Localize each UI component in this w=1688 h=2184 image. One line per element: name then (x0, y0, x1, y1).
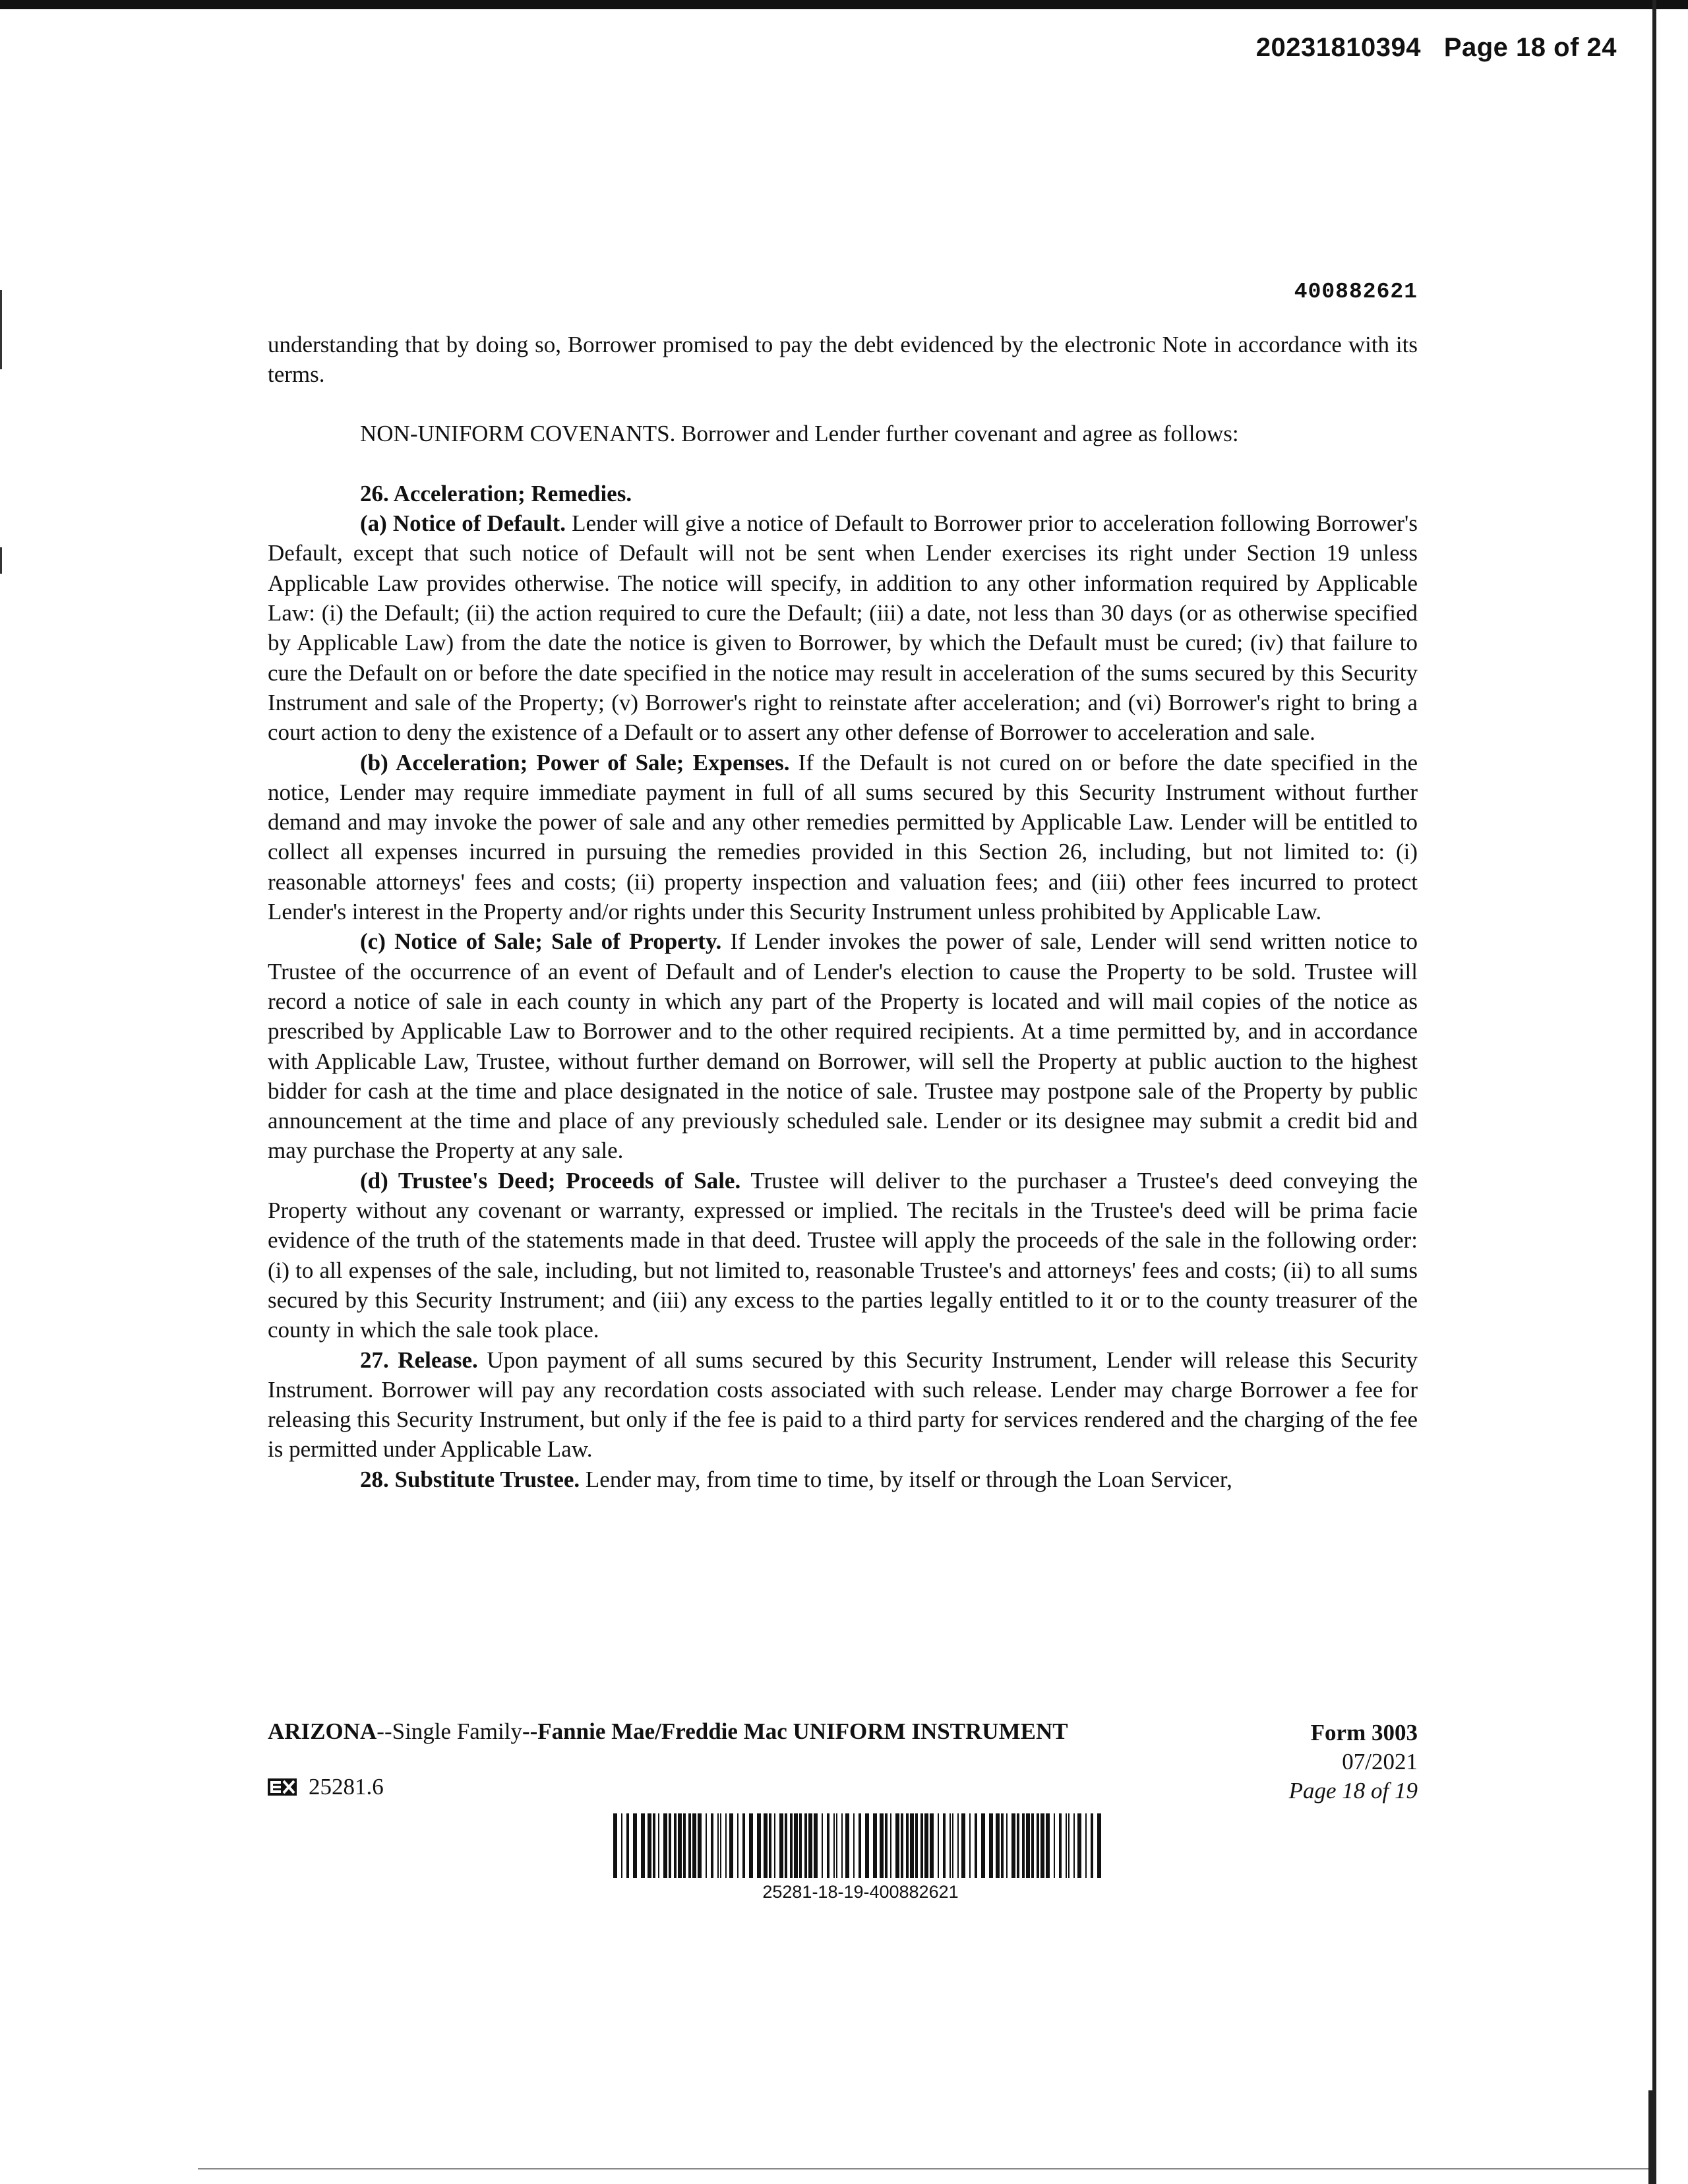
non-uniform-covenants: NON-UNIFORM COVENANTS. Borrower and Lender further covenant and agree as follows: (360, 420, 1239, 446)
section-27-heading: 27. Release. (360, 1347, 478, 1373)
barcode-bar (698, 1813, 702, 1878)
form-number: Form 3003 (1310, 1720, 1418, 1745)
barcode-bar (804, 1813, 807, 1878)
form-page: Page 18 of 19 (1288, 1778, 1418, 1804)
document-body (268, 330, 1418, 1494)
intro-paragraph: understanding that by doing so, Borrower promised to pay the debt evidenced by the electronic Note in accordance with its terms. (268, 332, 1418, 388)
barcode-bar (692, 1813, 696, 1878)
barcode-bar (873, 1813, 877, 1878)
barcode-bar (895, 1813, 899, 1878)
scan-top-edge (0, 0, 1688, 9)
section-26d (268, 1166, 1418, 1345)
barcode-bar (1073, 1813, 1075, 1878)
barcode-bar (827, 1813, 829, 1878)
barcode-bar (920, 1813, 923, 1878)
barcode-bar (678, 1813, 682, 1878)
barcode-bar (1037, 1813, 1039, 1878)
barcode-bar (711, 1813, 713, 1878)
barcode-bar (794, 1813, 798, 1878)
barcode-bar (836, 1813, 837, 1878)
section-26c-heading: (c) Notice of Sale; Sale of Property. (360, 928, 722, 955)
barcode-bar (1059, 1813, 1062, 1878)
barcode-bar (841, 1813, 843, 1878)
barcode-bar (1097, 1813, 1101, 1878)
barcode-bar (957, 1813, 959, 1878)
barcode-bar (1054, 1813, 1055, 1878)
barcode-bar (725, 1813, 727, 1878)
section-27-text: Upon payment of all sums secured by this Security Instrument, Lender will release this Security Instrument. Borrower will pay any recordation costs associated with such release. Lender may charge Borrower a fee for releasing this Security Instrument, but only if the fee is paid to a third party for services rendered and the charging of the fee is permitted under Applicable Law. (268, 1347, 1418, 1463)
barcode-bar (658, 1813, 659, 1878)
barcode-bar (653, 1813, 655, 1878)
barcode-bar (769, 1813, 771, 1878)
barcode-bar (814, 1813, 818, 1878)
barcode-bar (1066, 1813, 1067, 1878)
form-title (268, 1718, 1068, 1745)
section-27 (268, 1345, 1418, 1465)
barcode-bar (764, 1813, 768, 1878)
barcode-bar (1068, 1813, 1070, 1878)
barcode-bar (950, 1813, 951, 1878)
barcode-bar (943, 1813, 946, 1878)
barcode-bar (737, 1813, 738, 1878)
section-26a-heading: (a) Notice of Default. (360, 510, 566, 537)
barcode-bar (1040, 1813, 1044, 1878)
barcode-bar (1011, 1813, 1015, 1878)
section-28 (268, 1465, 1418, 1494)
barcode-bar (1085, 1813, 1087, 1878)
barcode-bar (822, 1813, 823, 1878)
barcode-bar (981, 1813, 985, 1878)
barcode-bar (1017, 1813, 1019, 1878)
barcode-bar (930, 1813, 934, 1878)
barcode-bar (1001, 1813, 1004, 1878)
section-26d-text: Trustee will deliver to the purchaser a Trustee's deed conveying the Property without any covenant or warranty, expressed or implied. The recitals in the Trustee's deed will be prima facie evidence of the truth of the statements made in that deed. Trustee will apply the proceeds of the sale in the following order: (i) to all expenses of the sale, including, but not limited to, reasonable Trustee's and attorneys' fees and costs; (ii) to all sums secured by this Security Instrument; and (iii) any excess to the parties legally entitled to it or to the county treasurer of the county in which the sale took place. (268, 1167, 1418, 1343)
loan-number: 400882621 (1294, 280, 1418, 304)
barcode-bar (633, 1813, 637, 1878)
barcode-bar (790, 1813, 793, 1878)
scan-left-mark (0, 547, 2, 574)
barcode (613, 1813, 1108, 1878)
section-26b-heading: (b) Acceleration; Power of Sale; Expenses. (360, 749, 790, 775)
barcode-bar (969, 1813, 971, 1878)
form-sep-1: -- (377, 1718, 392, 1744)
barcode-bar (865, 1813, 869, 1878)
barcode-bar (749, 1813, 753, 1878)
section-26c-text: If Lender invokes the power of sale, Lender will send written notice to Trustee of the occurrence of an event of Default and of Lender's election to cause the Property to be sold. Trustee will record a notice of sale in each county in which any part of the Property is located and will mail copies of the notice as prescribed by Applicable Law to Borrower and to the other required recipients. At a time permitted by, and in accordance with Applicable Law, Trustee, without further demand on Borrower, will sell the Property at public auction to the highest bidder for cash at the time and place designated in the notice of sale. Trustee may postpone sale of the Property by public announcement at the time and place of any previously scheduled sale. Lender or its designee may submit a credit bid and may purchase the Property at any sale. (268, 928, 1418, 1164)
barcode-bar (880, 1813, 884, 1878)
form-sep-2: -- (522, 1718, 538, 1744)
barcode-bar (915, 1813, 918, 1878)
section-26c (268, 926, 1418, 1165)
barcode-bar (757, 1813, 761, 1878)
ex-logo-icon (268, 1778, 297, 1796)
barcode-bar (1091, 1813, 1093, 1878)
barcode-bar (621, 1813, 622, 1878)
barcode-bar (890, 1813, 891, 1878)
barcode-bar (1006, 1813, 1008, 1878)
barcode-bar (833, 1813, 835, 1878)
barcode-bar (885, 1813, 888, 1878)
barcode-bar (779, 1813, 783, 1878)
barcode-bar (1031, 1813, 1034, 1878)
section-26-heading: 26. Acceleration; Remedies. (360, 480, 632, 506)
scan-bottom-edge (198, 2168, 1648, 2169)
barcode-bar (626, 1813, 629, 1878)
barcode-bar (663, 1813, 667, 1878)
barcode-bar (989, 1813, 993, 1878)
barcode-bar (906, 1813, 909, 1878)
barcode-bar (613, 1813, 617, 1878)
barcode-bar (720, 1813, 721, 1878)
scan-left-mark (0, 290, 2, 369)
section-26d-heading: (d) Trustee's Deed; Proceeds of Sale. (360, 1167, 741, 1194)
barcode-bar (938, 1813, 939, 1878)
scan-right-edge (1652, 0, 1656, 2184)
barcode-text: 25281-18-19-400882621 (762, 1882, 959, 1902)
section-26a-text: Lender will give a notice of Default to Borrower prior to acceleration following Borrower's Default, except that such notice of Default will not be sent when Lender exercises its right under Section 19 unless Applicable Law provides otherwise. The notice will specify, in addition to any other information required by Applicable Law: (i) the Default; (ii) the action required to cure the Default; (iii) a date, not less than 30 days (or as otherwise specified by Applicable Law) from the date the notice is given to Borrower, by which the Default must be cured; (iv) that failure to cure the Default on or before the date specified in the notice may result in acceleration of the sums secured by this Security Instrument and sale of the Property; (v) Borrower's right to reinstate after acceleration; and (vi) Borrower's right to bring a court action to deny the existence of a Default or to assert any other defense of Borrower to acceleration and sale. (268, 510, 1418, 746)
barcode-bar (808, 1813, 812, 1878)
barcode-bar (1046, 1813, 1050, 1878)
barcode-bar (641, 1813, 645, 1878)
form-state: ARIZONA (268, 1718, 377, 1744)
barcode-bar (669, 1813, 671, 1878)
section-26a (268, 508, 1418, 747)
barcode-bar (910, 1813, 914, 1878)
scan-right-edge-bottom (1648, 2090, 1652, 2184)
barcode-bar (975, 1813, 977, 1878)
barcode-bar (717, 1813, 719, 1878)
barcode-bar (774, 1813, 775, 1878)
barcode-bar (785, 1813, 787, 1878)
barcode-bar (706, 1813, 707, 1878)
barcode-bar (924, 1813, 928, 1878)
form-info (1289, 1718, 1418, 1805)
barcode-bar (996, 1813, 1000, 1878)
barcode-bar (742, 1813, 745, 1878)
section-26b-text: If the Default is not cured on or before the date specified in the notice, Lender may require immediate payment in full of all sums secured by this Security Instrument without further demand and may invoke the power of sale and any other remedies permitted by Applicable Law. Lender will be entitled to collect all expenses incurred in pursuing the remedies provided in this Section 26, including, but not limited to: (i) reasonable attorneys' fees and costs; (ii) property inspection and valuation fees; and (iii) other fees incurred to protect Lender's interest in the Property and/or rights under this Security Instrument unless prohibited by Applicable Law. (268, 749, 1418, 925)
barcode-bar (688, 1813, 691, 1878)
barcode-bar (729, 1813, 733, 1878)
section-26b (268, 748, 1418, 927)
recording-page-label: Page 18 of 24 (1443, 33, 1617, 62)
document-code-number: 25281.6 (309, 1774, 384, 1800)
barcode-bar (674, 1813, 677, 1878)
barcode-bar (961, 1813, 965, 1878)
barcode-bar (1026, 1813, 1030, 1878)
barcode-bar (648, 1813, 651, 1878)
form-instrument: Fannie Mae/Freddie Mac UNIFORM INSTRUMENT (537, 1718, 1068, 1744)
barcode-bar (853, 1813, 855, 1878)
document-code (268, 1774, 384, 1800)
barcode-bar (901, 1813, 903, 1878)
form-family: Single Family (392, 1718, 522, 1744)
section-28-text: Lender may, from time to time, by itself or through the Loan Servicer, (580, 1466, 1232, 1492)
barcode-bar (1022, 1813, 1025, 1878)
barcode-bar (1077, 1813, 1081, 1878)
form-date: 07/2021 (1342, 1749, 1418, 1774)
barcode-bar (683, 1813, 686, 1878)
barcode-bar (952, 1813, 953, 1878)
barcode-bar (799, 1813, 802, 1878)
barcode-bar (859, 1813, 861, 1878)
recording-number: 20231810394 (1255, 33, 1421, 62)
recording-stamp (1256, 33, 1617, 63)
barcode-bar (845, 1813, 849, 1878)
section-28-heading: 28. Substitute Trustee. (360, 1466, 580, 1492)
